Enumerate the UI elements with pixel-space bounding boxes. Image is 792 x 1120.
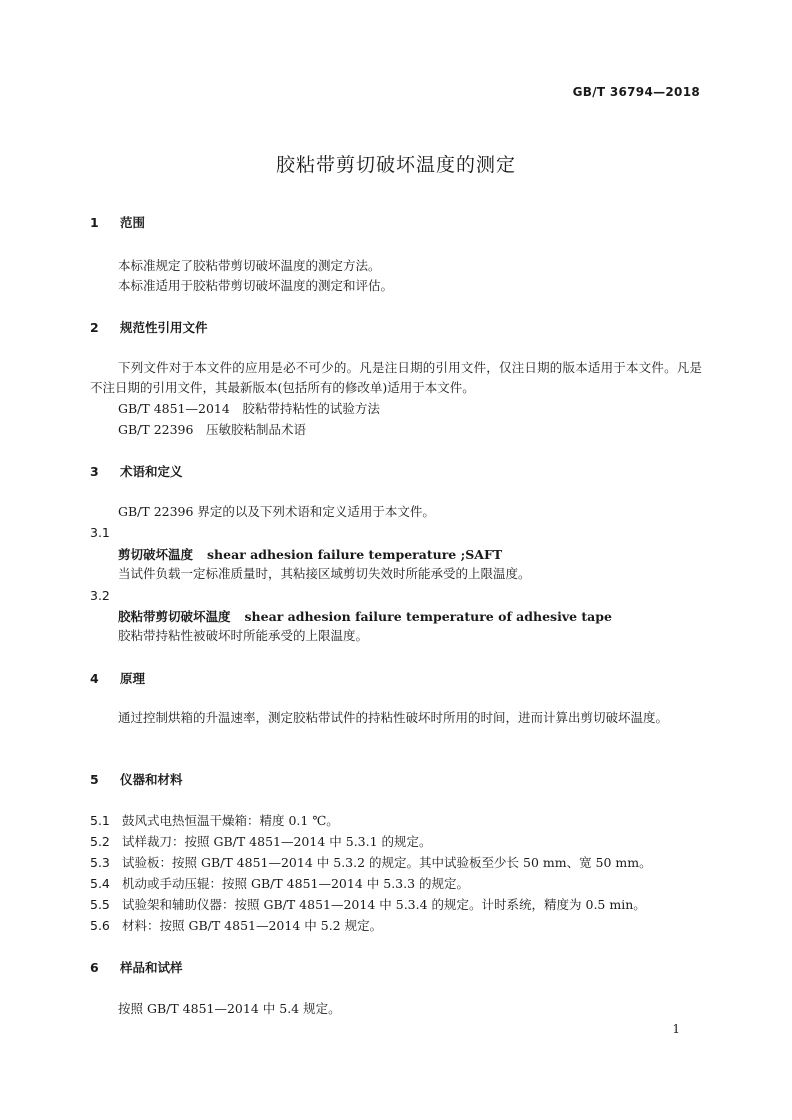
item-number: 5.5 bbox=[90, 897, 110, 912]
term-definition: 当试件负载一定标准质量时，其粘接区域剪切失效时所能承受的上限温度。 bbox=[118, 566, 531, 581]
paragraph: 按照 GB/T 4851—2014 中 5.4 规定。 bbox=[118, 1001, 341, 1016]
list-item bbox=[90, 832, 432, 850]
term-entry bbox=[118, 545, 502, 563]
section-number: 5 bbox=[90, 772, 99, 787]
list-item bbox=[90, 895, 646, 913]
list-item bbox=[90, 916, 382, 934]
standard-code: GB/T 36794—2018 bbox=[572, 85, 700, 99]
term-zh: 剪切破坏温度 bbox=[118, 547, 194, 562]
term-en: shear adhesion failure temperature ;SAFT bbox=[207, 547, 503, 562]
section-title: 规范性引用文件 bbox=[120, 320, 208, 335]
item-number: 5.1 bbox=[90, 813, 110, 828]
item-text: 试验架和辅助仪器：按照 GB/T 4851—2014 中 5.3.4 的规定。计时系统，精度为 0.5 min。 bbox=[122, 897, 646, 912]
item-text: 鼓风式电热恒温干燥箱：精度 0.1 ℃。 bbox=[122, 813, 339, 828]
section-number: 3 bbox=[90, 464, 99, 479]
section-title: 范围 bbox=[120, 215, 146, 230]
item-number: 5.6 bbox=[90, 918, 110, 933]
page-number: 1 bbox=[672, 1022, 680, 1036]
section-4-heading bbox=[90, 669, 145, 687]
list-item bbox=[90, 853, 652, 871]
item-text: 试验板：按照 GB/T 4851—2014 中 5.3.2 的规定。其中试验板至少长 50 mm、宽 50 mm。 bbox=[122, 855, 652, 870]
section-1-heading bbox=[90, 213, 145, 231]
section-title: 原理 bbox=[120, 671, 146, 686]
clause-number: 3.1 bbox=[90, 525, 110, 540]
term-zh: 胶粘带剪切破坏温度 bbox=[118, 609, 231, 624]
list-item bbox=[90, 874, 469, 892]
clause-number: 3.2 bbox=[90, 588, 110, 603]
paragraph: 通过控制烘箱的升温速率，测定胶粘带试件的持粘性破坏时所用的时间，进而计算出剪切破坏温度。 bbox=[118, 710, 669, 725]
term-en: shear adhesion failure temperature of adhesive tape bbox=[244, 609, 612, 624]
paragraph: 本标准适用于胶粘带剪切破坏温度的测定和评估。 bbox=[118, 278, 394, 293]
paragraph: 本标准规定了胶粘带剪切破坏温度的测定方法。 bbox=[118, 258, 381, 273]
section-5-heading bbox=[90, 770, 183, 788]
list-item bbox=[90, 811, 339, 829]
section-title: 样品和试样 bbox=[120, 960, 183, 975]
term-definition: 胶粘带持粘性被破坏时所能承受的上限温度。 bbox=[118, 628, 369, 643]
item-text: 材料：按照 GB/T 4851—2014 中 5.2 规定。 bbox=[122, 918, 383, 933]
paragraph: GB/T 22396 界定的以及下列术语和定义适用于本文件。 bbox=[118, 504, 435, 519]
section-6-heading bbox=[90, 958, 183, 976]
reference-item: GB/T 22396 压敏胶粘制品术语 bbox=[118, 422, 306, 437]
section-title: 术语和定义 bbox=[120, 464, 183, 479]
section-number: 4 bbox=[90, 671, 99, 686]
section-2-heading bbox=[90, 318, 208, 336]
item-number: 5.3 bbox=[90, 855, 110, 870]
item-text: 机动或手动压辊：按照 GB/T 4851—2014 中 5.3.3 的规定。 bbox=[122, 876, 470, 891]
item-text: 试样裁刀：按照 GB/T 4851—2014 中 5.3.1 的规定。 bbox=[122, 834, 432, 849]
section-title: 仪器和材料 bbox=[120, 772, 183, 787]
section-3-heading bbox=[90, 462, 183, 480]
reference-item: GB/T 4851—2014 胶粘带持粘性的试验方法 bbox=[118, 401, 380, 416]
term-entry bbox=[118, 607, 612, 625]
document-title: 胶粘带剪切破坏温度的测定 bbox=[275, 154, 516, 176]
section-number: 2 bbox=[90, 320, 99, 335]
item-number: 5.2 bbox=[90, 834, 110, 849]
paragraph: 下列文件对于本文件的应用是必不可少的。凡是注日期的引用文件，仅注日期的版本适用于本文件。凡是不注日期的引用文件，其最新版本(包括所有的修改单)适用于本文件。 bbox=[90, 360, 702, 395]
section-number: 6 bbox=[90, 960, 99, 975]
section-number: 1 bbox=[90, 215, 99, 230]
item-number: 5.4 bbox=[90, 876, 110, 891]
